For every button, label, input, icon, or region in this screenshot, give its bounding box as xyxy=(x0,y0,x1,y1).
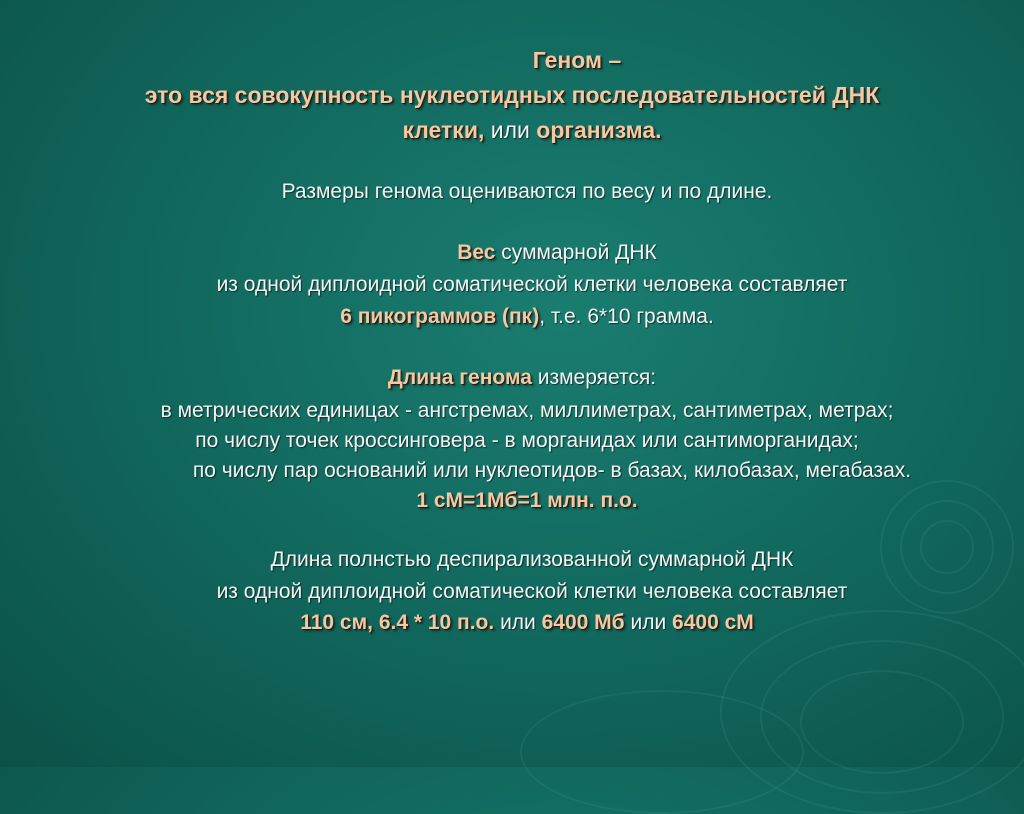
title-organism: организма. xyxy=(536,117,662,143)
total-description-2: из одной диплоидной соматической клетки человека составляет xyxy=(216,580,848,603)
title-term: Геном – xyxy=(532,47,622,73)
weight-line-1 xyxy=(0,240,1024,266)
title-line-1 xyxy=(0,47,1024,73)
length-item-text: по числу точек кроссинговера - в морганидах или сантиморганидах; xyxy=(195,429,859,452)
title-definition: это вся совокупность нуклеотидных последовательностей ДНК xyxy=(144,82,880,108)
ripple-decoration xyxy=(800,670,964,774)
formula-value: 1 сМ=1Мб=1 млн. п.о. xyxy=(416,489,638,512)
weight-label: Вес xyxy=(457,241,496,264)
total-line-2 xyxy=(0,579,1024,605)
length-label: Длина генома xyxy=(387,366,532,389)
length-item-text: по числу пар оснований или нуклеотидов- в базах, килобазах, мегабазах. xyxy=(192,459,912,482)
total-line-1 xyxy=(0,547,1024,573)
ripple-decoration xyxy=(720,610,1024,814)
total-description: Длина полнстью деспирализованной суммарной ДНК xyxy=(270,548,794,571)
title-cell: клетки, xyxy=(402,117,485,143)
total-sep-1: или xyxy=(494,611,542,634)
weight-line-2 xyxy=(0,272,1024,298)
length-item-crossover xyxy=(0,428,1024,454)
title-line-2 xyxy=(0,82,1024,108)
weight-line-3 xyxy=(0,304,1024,330)
weight-description: из одной диплоидной соматической клетки человека составляет xyxy=(216,273,848,296)
ripple-decoration xyxy=(760,640,1004,794)
weight-value: 6 пикограммов (пк) xyxy=(340,305,540,328)
total-value-mb: 6400 Мб xyxy=(541,611,625,634)
length-item-text: в метрических единицах - ангстремах, миллиметрах, сантиметрах, метрах; xyxy=(160,399,894,422)
total-line-3 xyxy=(0,610,1024,636)
total-value-cm: 6400 сМ xyxy=(672,611,754,634)
title-line-3 xyxy=(0,117,1024,143)
length-formula xyxy=(0,488,1024,514)
length-label-rest: измеряется: xyxy=(531,366,657,389)
ripple-decoration xyxy=(520,690,804,814)
length-item-bases xyxy=(0,458,1024,484)
intro-label: Размеры генома оцениваются по весу и по длине. xyxy=(281,180,773,203)
total-value-cm-bp: 110 см, 6.4 * 10 п.о. xyxy=(300,611,495,634)
weight-value-rest: , т.е. 6*10 грамма. xyxy=(539,305,714,328)
length-heading xyxy=(0,365,1024,391)
intro-text xyxy=(0,179,1024,205)
weight-label-rest: суммарной ДНК xyxy=(495,241,657,264)
length-item-metric xyxy=(0,398,1024,424)
title-or: или xyxy=(484,117,537,143)
total-sep-2: или xyxy=(624,611,673,634)
